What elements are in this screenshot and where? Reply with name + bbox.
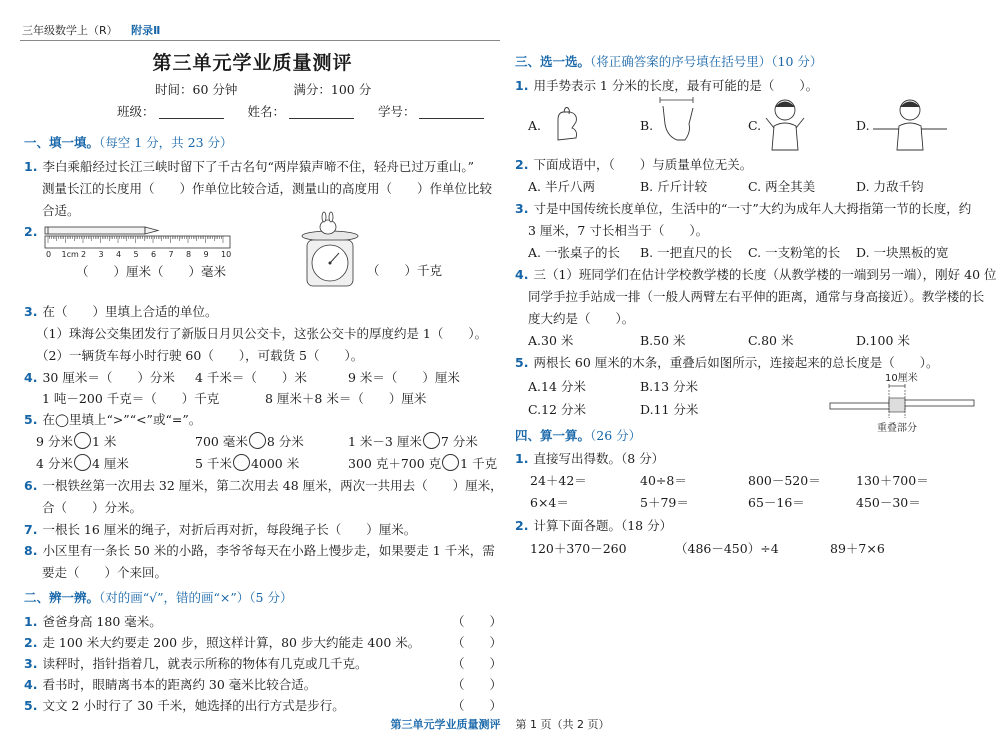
s3-q1-opt-c[interactable]: C. <box>748 118 762 133</box>
ruler-figure <box>40 222 240 262</box>
compare-circle[interactable] <box>249 432 266 449</box>
compare-circle[interactable] <box>74 454 91 471</box>
s4-q2-stem: 2. 计算下面各题。（18 分） <box>515 518 673 533</box>
calc-r2c3: 65－16＝ <box>748 495 805 510</box>
name-label: 姓名： <box>247 104 285 119</box>
judge-item-3: 3. 读秤时，指针指着几，就表示所称的物体有几克或几千克。 <box>24 656 368 671</box>
s3-q4-line1: 4. 三（1）班同学们在估计学校教学楼的长度（从教学楼的一端到另一端），刚好 40 位 <box>515 267 997 282</box>
overlap-bottom-label: 重叠部分 <box>877 423 917 434</box>
ruler-label: 7 <box>168 250 174 259</box>
q6-line2: 合（ ）分米。 <box>42 500 143 515</box>
q6-line1: 6. 一根铁丝第一次用去 32 厘米，第二次用去 48 厘米，两次一共用去（ ）厘米， <box>24 478 503 493</box>
s3-q5-opt-d[interactable]: D.11 分米 <box>640 402 699 417</box>
ruler-caption: （ ）厘米（ ）毫米 <box>76 264 227 279</box>
ruler-label: 0 <box>46 250 52 259</box>
scale-caption: （ ）千克 <box>367 263 443 278</box>
s3-q5-stem: 5. 两根长 60 厘米的木条，重叠后如图所示，连接起来的总长度是（ ）。 <box>515 355 939 370</box>
q4-r1c2: 4 千米＝（ ）米 <box>195 370 307 385</box>
ruler-label: 4 <box>116 250 122 259</box>
q3-a: （1）珠海公交集团发行了新版日月贝公交卡，这张公交卡的厚度约是 1（ ）。 <box>36 326 488 341</box>
s3-q3-opt-d[interactable]: D. 一块黑板的宽 <box>856 245 949 260</box>
judge-item-2: 2. 走 100 米大约要走 200 步，照这样计算，80 步大约能走 400 米。 <box>24 635 421 650</box>
compare-circle[interactable] <box>233 454 250 471</box>
q2-number: 2. <box>24 224 38 239</box>
q4-r1c3: 9 米＝（ ）厘米 <box>348 370 460 385</box>
ruler-label: 1cm <box>61 250 79 259</box>
q8-line1: 8. 小区里有一条长 50 米的小路，李爷爷每天在小路上慢步走，如果要走 1 千米，需 <box>24 543 495 558</box>
compare-circle[interactable] <box>423 432 440 449</box>
s3-q4-opt-a[interactable]: A.30 米 <box>528 333 574 348</box>
calc2-item-2: （486－450）÷4 <box>675 541 779 556</box>
page-title: 第三单元学业质量测评 <box>152 52 353 74</box>
q7-text: 7. 一根长 16 厘米的绳子，对折后再对折，每段绳子长（ ）厘米。 <box>24 522 417 537</box>
s3-q4-line3: 度大约是（ ）。 <box>528 311 635 326</box>
hand-gesture-a-icon <box>548 100 588 145</box>
s3-q5-opt-b[interactable]: B.13 分米 <box>640 379 699 394</box>
student-info <box>117 102 484 120</box>
book-label: 三年级数学上（R） <box>22 24 118 37</box>
ruler-label: 10 <box>221 250 232 259</box>
compare-circle[interactable] <box>442 454 459 471</box>
judge-answer-4[interactable]: （ ） <box>452 677 503 692</box>
header-rule <box>20 40 500 41</box>
q5-r1c2: 700 毫米 8 分米 <box>195 434 304 449</box>
q3-b: （2）一辆货车每小时行驶 60（ ），可载货 5（ ）。 <box>36 348 364 363</box>
hand-gesture-b-icon <box>655 96 700 146</box>
q5-r2c2: 5 千米 4000 米 <box>195 456 300 471</box>
q5-r2c1: 4 分米 4 厘米 <box>36 456 129 471</box>
q8-line2: 要走（ ）个来回。 <box>42 565 168 580</box>
running-header <box>22 22 160 38</box>
s3-q1-opt-a[interactable]: A. <box>528 118 542 133</box>
calc-r2c2: 5＋79＝ <box>640 495 689 510</box>
ruler-label: 8 <box>186 250 192 259</box>
calc-r1c3: 800－520＝ <box>748 473 821 488</box>
s3-q2-opt-d[interactable]: D. 力敌千钧 <box>856 179 924 194</box>
section3-heading: 三、选一选。（将正确答案的序号填在括号里）（10 分） <box>515 54 823 69</box>
id-label: 学号： <box>377 104 416 119</box>
page-footer <box>0 716 1000 732</box>
ruler-label: 3 <box>98 250 104 259</box>
q3-stem: 3. 在（ ）里填上合适的单位。 <box>24 304 218 319</box>
s3-q4-line2: 同学手拉手站成一排（一般人两臂左右平伸的距离，通常与身高接近）。教学楼的长 <box>528 289 985 304</box>
s3-q1-opt-b[interactable]: B. <box>640 118 654 133</box>
class-field[interactable] <box>159 106 224 119</box>
calc-r2c4: 450－30＝ <box>856 495 921 510</box>
judge-item-4: 4. 看书时，眼睛离书本的距离约 30 毫米比较合适。 <box>24 677 317 692</box>
boy-gesture-c-icon <box>760 96 810 151</box>
calc2-item-3: 89＋7×6 <box>830 541 885 556</box>
ruler-label: 6 <box>151 250 157 259</box>
s3-q3-line2: 3 厘米，7 寸长相当于（ ）。 <box>528 223 709 238</box>
s3-q4-opt-b[interactable]: B.50 米 <box>640 333 686 348</box>
q4-r1c1: 4. 30 厘米＝（ ）分米 <box>24 370 175 385</box>
ruler-label: 2 <box>81 250 87 259</box>
class-label: 班级： <box>117 104 155 119</box>
overlap-top-label: 10厘米 <box>885 373 918 384</box>
rabbit-icon <box>320 220 336 234</box>
s3-q1-stem: 1. 用手势表示 1 分米的长度，最有可能的是（ ）。 <box>515 78 819 93</box>
judge-answer-1[interactable]: （ ） <box>452 614 503 629</box>
s3-q2-opt-c[interactable]: C. 两全其美 <box>748 179 816 194</box>
judge-answer-2[interactable]: （ ） <box>452 635 503 650</box>
section4-heading: 四、算一算。（26 分） <box>515 428 642 443</box>
score-info: 满分：100 分 <box>293 82 372 97</box>
boy-gesture-d-icon <box>870 96 950 151</box>
s3-q2-stem: 2. 下面成语中，（ ）与质量单位无关。 <box>515 157 753 172</box>
footer-title: 第三单元学业质量测评 <box>390 718 501 731</box>
s3-q3-opt-a[interactable]: A. 一张桌子的长 <box>528 245 620 260</box>
q5-stem: 5. 在◯里填上“>”“<”或“=”。 <box>24 412 202 427</box>
s3-q3-line1: 3. 寸是中国传统长度单位，生活中的“一寸”大约为成年人大拇指第一节的长度，约 <box>515 201 972 216</box>
ruler-labels <box>46 250 231 259</box>
footer-page: 第 1 页（共 2 页） <box>515 718 610 731</box>
q5-r1c3: 1 米－3 厘米 7 分米 <box>348 434 478 449</box>
q1-line1: 1. 李白乘船经过长江三峡时留下了千古名句“两岸猿声啼不住，轻舟已过万重山。” <box>24 159 474 174</box>
s3-q5-opt-c[interactable]: C.12 分米 <box>528 402 586 417</box>
q5-r1c1: 9 分米 1 米 <box>36 434 117 449</box>
ruler-label: 5 <box>133 250 139 259</box>
s3-q3-opt-c[interactable]: C. 一支粉笔的长 <box>748 245 841 260</box>
judge-item-5: 5. 文文 2 小时行了 30 千米，她选择的出行方式是步行。 <box>24 698 345 713</box>
calc-r1c1: 24＋42＝ <box>530 473 587 488</box>
q1-line2: 测量长江的长度用（ ）作单位比较合适，测量山的高度用（ ）作单位比较 <box>42 181 493 196</box>
name-field[interactable] <box>289 106 354 119</box>
q4-r2c1: 1 吨－200 千克＝（ ）千克 <box>42 391 220 406</box>
q5-r2c3: 300 克＋700 克 1 千克 <box>348 456 498 471</box>
s3-q4-opt-c[interactable]: C.80 米 <box>748 333 794 348</box>
judge-item-1: 1. 爸爸身高 180 毫米。 <box>24 614 162 629</box>
q1-line3: 合适。 <box>42 203 80 218</box>
calc-r1c2: 40÷8＝ <box>640 473 687 488</box>
scale-figure <box>295 210 365 290</box>
exam-meta <box>155 80 423 98</box>
s4-q1-stem: 1. 直接写出得数。（8 分） <box>515 451 665 466</box>
calc-r1c4: 130＋700＝ <box>856 473 929 488</box>
section2-heading: 二、辨一辨。（对的画“√”，错的画“×”）（5 分） <box>24 590 293 605</box>
judge-answer-3[interactable]: （ ） <box>452 656 503 671</box>
judge-answer-5[interactable]: （ ） <box>452 698 503 713</box>
s3-q1-opt-d[interactable]: D. <box>856 118 870 133</box>
section1-heading: 一、填一填。（每空 1 分，共 23 分） <box>24 135 233 150</box>
calc-r2c1: 6×4＝ <box>530 495 569 510</box>
s3-q2-opt-b[interactable]: B. 斤斤计较 <box>640 179 708 194</box>
s3-q4-opt-d[interactable]: D.100 米 <box>856 333 910 348</box>
q4-r2c2: 8 厘米＋8 米＝（ ）厘米 <box>265 391 427 406</box>
calc2-item-1: 120＋370－260 <box>530 541 627 556</box>
s3-q2-opt-a[interactable]: A. 半斤八两 <box>528 179 595 194</box>
appendix-label: 附录Ⅱ <box>131 24 161 37</box>
s3-q5-opt-a[interactable]: A.14 分米 <box>528 379 586 394</box>
ruler-label: 9 <box>203 250 209 259</box>
s3-q3-opt-b[interactable]: B. 一把直尺的长 <box>640 245 733 260</box>
compare-circle[interactable] <box>74 432 91 449</box>
id-field[interactable] <box>419 106 484 119</box>
overlap-figure <box>825 368 980 436</box>
time-info: 时间：60 分钟 <box>155 82 238 97</box>
